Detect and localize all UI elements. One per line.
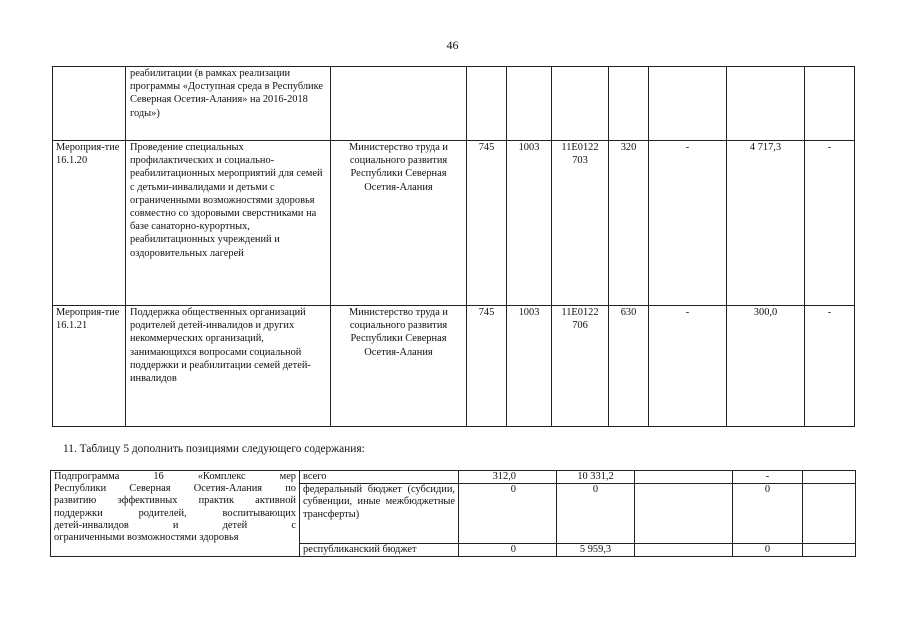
measure-csr: 11Е0122 706: [552, 306, 609, 427]
funding-source: всего: [300, 471, 459, 484]
funding-value-c: [635, 471, 733, 484]
funding-source: республиканский бюджет: [300, 544, 459, 557]
funding-value-a: 312,0: [459, 471, 557, 484]
measure-csr: 11Е0122 703: [552, 141, 609, 306]
funding-value-a: 0: [459, 544, 557, 557]
funding-value-e: [803, 544, 856, 557]
measure-vr: [609, 67, 649, 141]
measure-grbs: [467, 67, 507, 141]
measure-name: Поддержка общественных организаций родителей детей-инвалидов и других некоммерческих организаций, занимающихся вопросами социальной поддержки и реабилитации семей детей-инвалидов: [126, 306, 331, 427]
funding-value-d: 0: [733, 484, 803, 544]
funding-table: [50, 470, 856, 557]
funding-value-e: [803, 484, 856, 544]
subprogram-line: детей-инвалидов и детей с: [54, 519, 296, 531]
funding-value-c: [635, 544, 733, 557]
measure-vr: 630: [609, 306, 649, 427]
measure-id: Мероприя-тие 16.1.20: [53, 141, 126, 306]
measure-ministry: Министерство труда и социального развития Республики Северная Осетия-Алания: [331, 306, 467, 427]
subprogram-line: развитию эффективных практик активной: [54, 495, 296, 507]
funding-value-b: 5 959,3: [557, 544, 635, 557]
measure-grbs: 745: [467, 141, 507, 306]
subprogram-name: [51, 471, 300, 557]
measure-value-2: 4 717,3: [727, 141, 805, 306]
subprogram-line: поддержки родителей, воспитывающих: [54, 507, 296, 519]
funding-source: федеральный бюджет (субсидии, субвенции, иные межбюджетные трансферты): [300, 484, 459, 544]
measure-vr: 320: [609, 141, 649, 306]
table-row: [51, 471, 856, 484]
funding-value-d: -: [733, 471, 803, 484]
measure-rz: 1003: [507, 306, 552, 427]
subprogram-line: Подпрограмма 16 «Комплекс мер: [54, 471, 296, 482]
measure-value-3: -: [805, 141, 855, 306]
funding-value-b: 10 331,2: [557, 471, 635, 484]
funding-value-c: [635, 484, 733, 544]
measure-grbs: 745: [467, 306, 507, 427]
table-row: [53, 67, 855, 141]
measure-id: [53, 67, 126, 141]
measure-value-2: 300,0: [727, 306, 805, 427]
measure-rz: 1003: [507, 141, 552, 306]
measure-csr: [552, 67, 609, 141]
measure-value-1: [649, 67, 727, 141]
page-number: 46: [446, 38, 459, 52]
funding-value-a: 0: [459, 484, 557, 544]
measure-value-2: [727, 67, 805, 141]
table-row: [53, 141, 855, 306]
measure-value-3: [805, 67, 855, 141]
measure-ministry: Министерство труда и социального развития Республики Северная Осетия-Алания: [331, 141, 467, 306]
subprogram-line: Республики Северная Осетия-Алания по: [54, 483, 296, 495]
table-row: [53, 306, 855, 427]
measure-id: Мероприя-тие 16.1.21: [53, 306, 126, 427]
measures-table: [52, 66, 855, 427]
measure-value-1: -: [649, 141, 727, 306]
measure-ministry: [331, 67, 467, 141]
measure-value-1: -: [649, 306, 727, 427]
subprogram-line: ограниченными возможностями здоровья: [54, 532, 239, 544]
measure-name: Проведение специальных профилактических и социально-реабилитационных мероприятий для семей с детьми-инвалидами и детьми с ограниченными возможностями здоровья совместно со здоровыми сверстниками на базе санаторно-курортных, реабилитационных учреждений и оздоровительных лагерей: [126, 141, 331, 306]
measure-value-3: -: [805, 306, 855, 427]
measure-rz: [507, 67, 552, 141]
funding-value-b: 0: [557, 484, 635, 544]
funding-value-d: 0: [733, 544, 803, 557]
funding-value-e: [803, 471, 856, 484]
instruction-text: 11. Таблицу 5 дополнить позициями следующего содержания:: [63, 443, 365, 455]
measure-name: реабилитации (в рамках реализации программы «Доступная среда в Республике Северная Осетия-Алания» на 2016-2018 годы»): [126, 67, 331, 141]
